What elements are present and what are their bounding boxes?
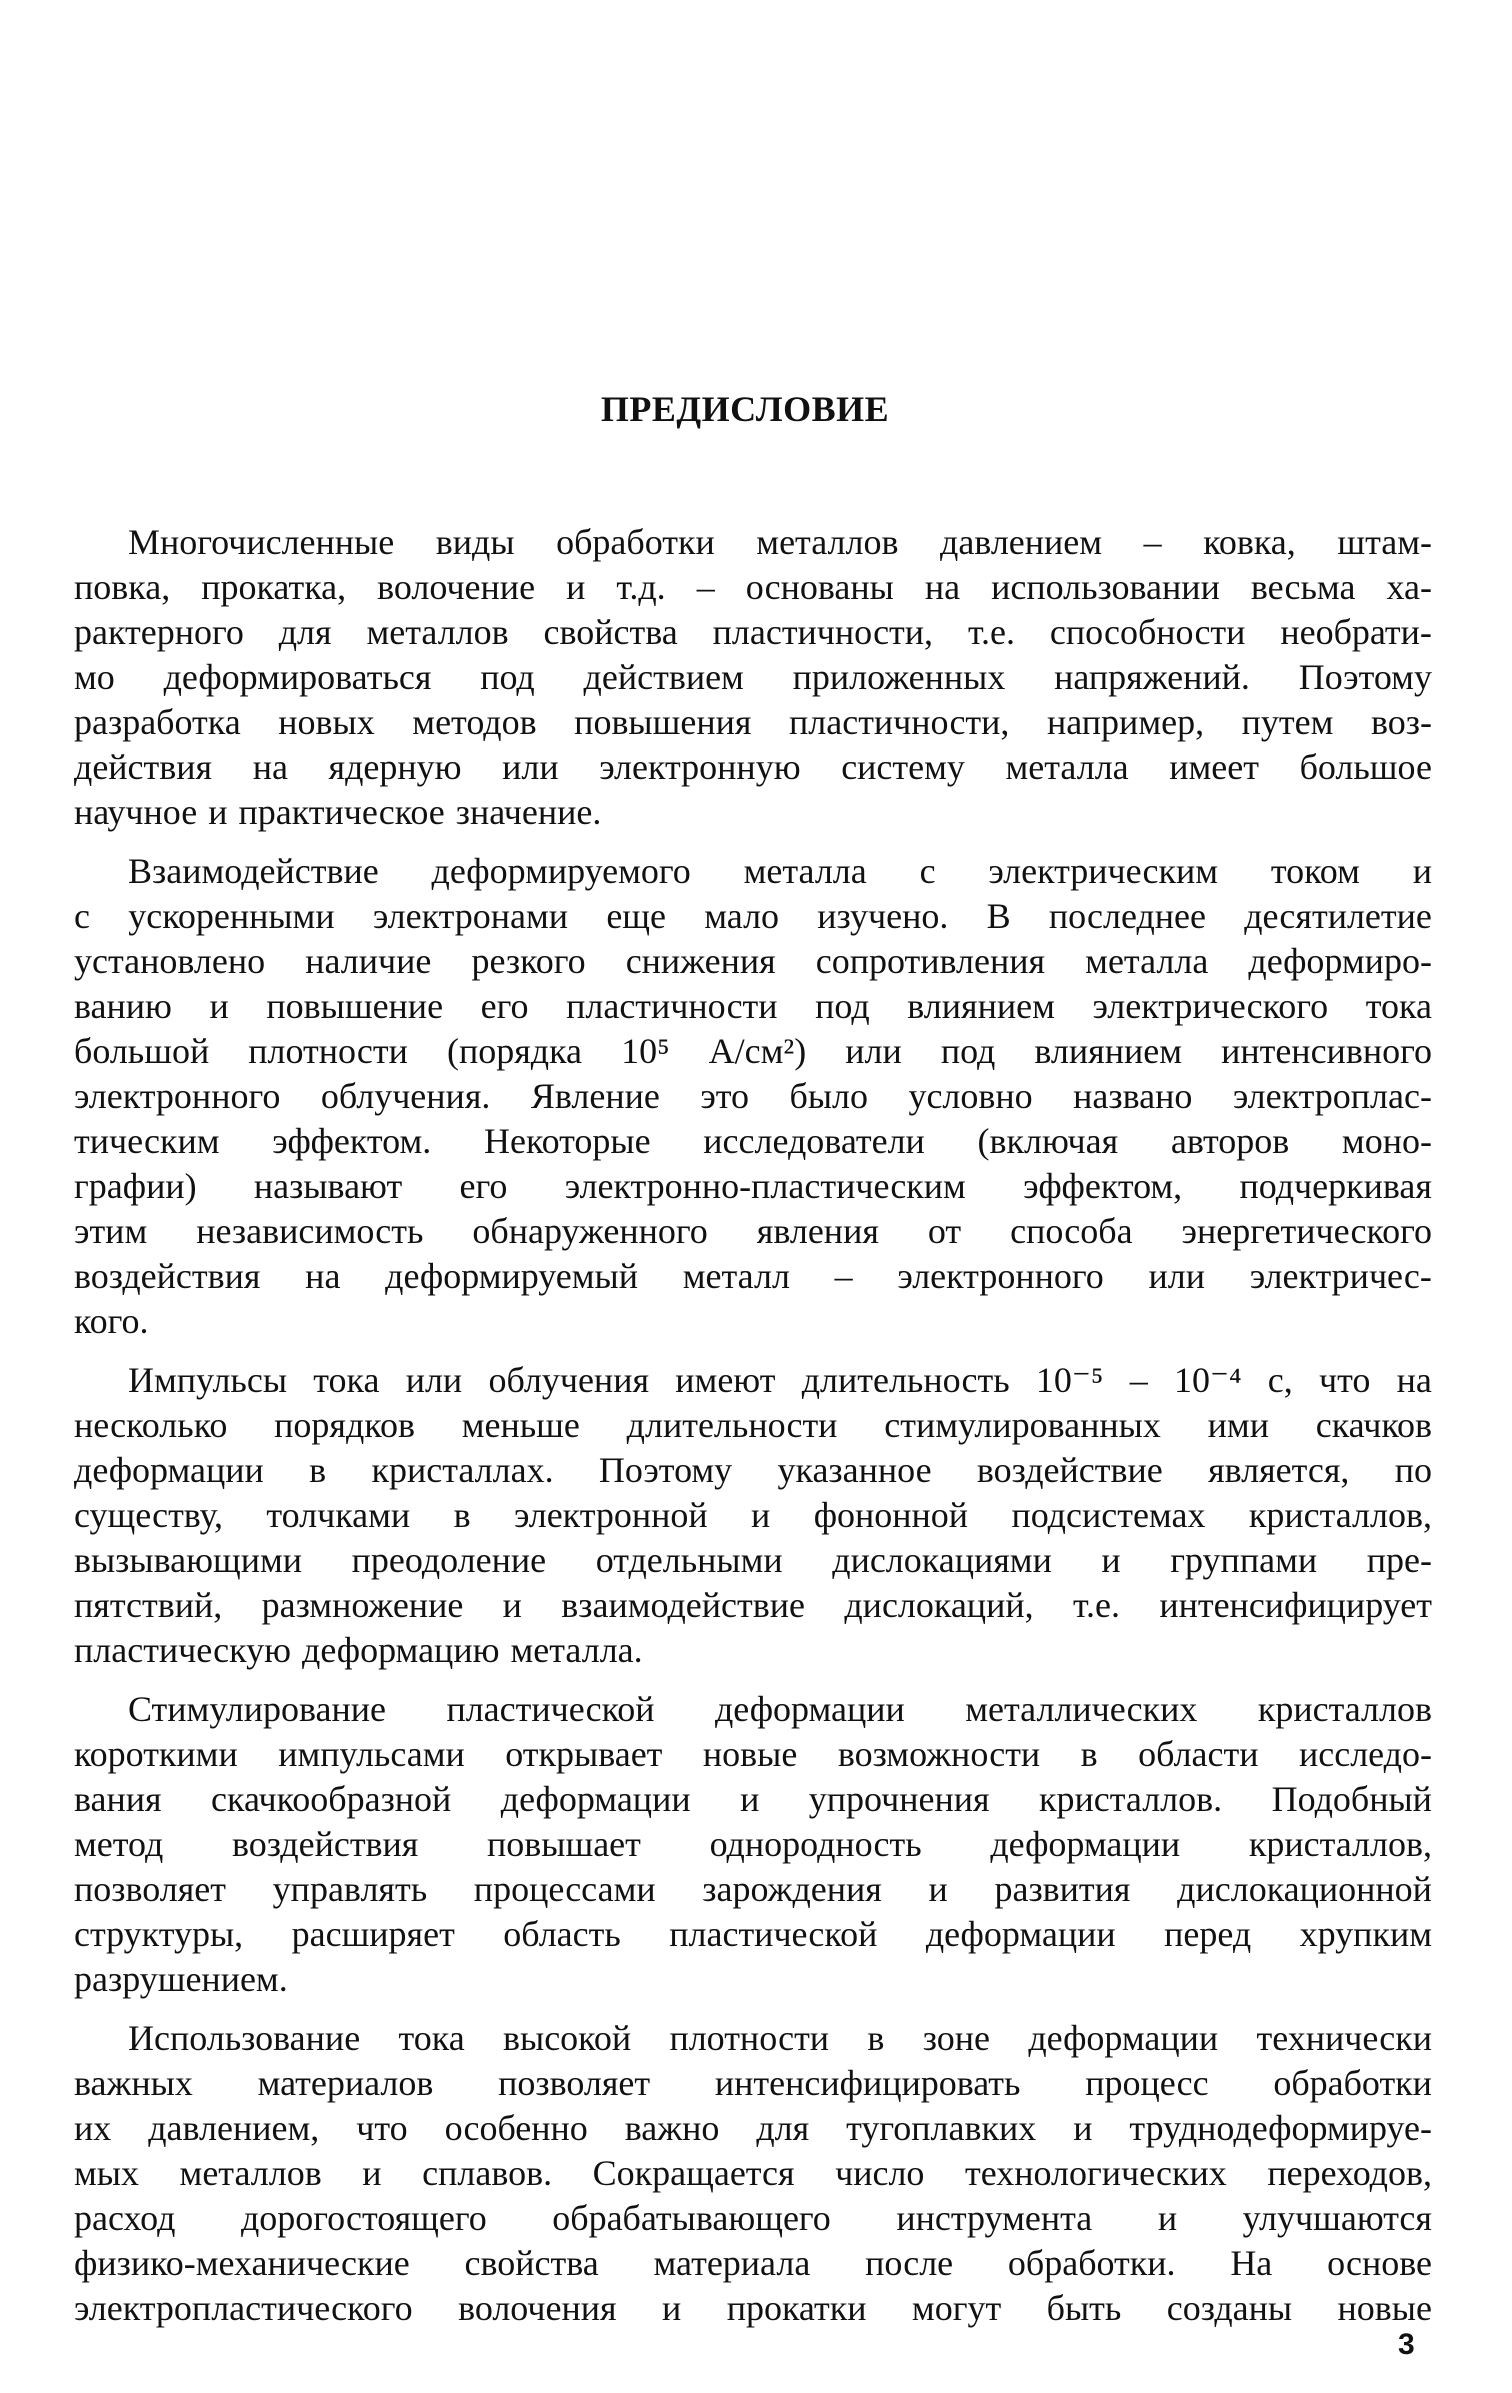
text-line: ванию и повышение его пластичности под влиянием электрического тока	[74, 986, 1432, 1026]
text-line: установлено наличие резкого снижения сопротивления металла деформиро-	[74, 941, 1432, 981]
text-line: этим независимость обнаруженного явления от способа энергетического	[74, 1211, 1432, 1251]
text-line: разрушением.	[74, 1959, 288, 1999]
text-line: структуры, расширяет область пластической деформации перед хрупким	[74, 1914, 1432, 1954]
text-line: Использование тока высокой плотности в зоне деформации технически	[128, 2018, 1432, 2058]
text-line: пластическую деформацию металла.	[74, 1630, 643, 1670]
text-line: вания скачкообразной деформации и упрочнения кристаллов. Подобный	[74, 1779, 1432, 1819]
paragraph	[74, 1687, 1432, 2002]
text-line: пятствий, размножение и взаимодействие дислокаций, т.е. интенсифицирует	[74, 1585, 1432, 1625]
text-line: с ускоренными электронами еще мало изучено. В последнее десятилетие	[74, 896, 1432, 936]
paragraph	[74, 2016, 1432, 2331]
text-line: мых металлов и сплавов. Сокращается число технологических переходов,	[74, 2153, 1432, 2193]
text-line: электропластического волочения и прокатки могут быть созданы новые	[74, 2288, 1432, 2328]
paragraph	[74, 520, 1432, 835]
text-line: несколько порядков меньше длительности стимулированных ими скачков	[74, 1405, 1432, 1445]
body-text	[74, 520, 1432, 2345]
text-line: электронного облучения. Явление это было условно названо электроплас-	[74, 1076, 1432, 1116]
text-line: метод воздействия повышает однородность деформации кристаллов,	[74, 1824, 1432, 1864]
page-title: ПРЕДИСЛОВИЕ	[600, 389, 890, 429]
text-line: воздействия на деформируемый металл – электронного или электричес-	[74, 1256, 1432, 1296]
text-line: действия на ядерную или электронную систему металла имеет большое	[74, 747, 1432, 787]
text-line: кого.	[74, 1301, 149, 1341]
text-line: научное и практическое значение.	[74, 792, 602, 832]
text-line: позволяет управлять процессами зарождения и развития дислокационной	[74, 1869, 1432, 1909]
text-line: существу, толчками в электронной и фононной подсистемах кристаллов,	[74, 1495, 1432, 1535]
text-line: вызывающими преодоление отдельными дислокациями и группами пре-	[74, 1540, 1432, 1580]
text-line: графии) называют его электронно-пластическим эффектом, подчеркивая	[74, 1166, 1432, 1206]
text-line: Взаимодействие деформируемого металла с электрическим током и	[128, 851, 1432, 891]
text-line: мо деформироваться под действием приложенных напряжений. Поэтому	[74, 657, 1432, 697]
text-line: их давлением, что особенно важно для тугоплавких и труднодеформируе-	[74, 2108, 1432, 2148]
text-line: разработка новых методов повышения пластичности, например, путем воз-	[74, 702, 1432, 742]
text-line: большой плотности (порядка 10⁵ А/см²) или под влиянием интенсивного	[74, 1031, 1432, 1071]
text-line: рактерного для металлов свойства пластичности, т.е. способности необрати-	[74, 612, 1432, 652]
paragraph	[74, 1358, 1432, 1673]
page-number: 3	[1398, 2328, 1415, 2361]
text-line: короткими импульсами открывает новые возможности в области исследо-	[74, 1734, 1432, 1774]
text-line: Стимулирование пластической деформации металлических кристаллов	[128, 1689, 1432, 1729]
text-line: деформации в кристаллах. Поэтому указанное воздействие является, по	[74, 1450, 1432, 1490]
text-line: повка, прокатка, волочение и т.д. – основаны на использовании весьма ха-	[74, 567, 1432, 607]
text-line: тическим эффектом. Некоторые исследователи (включая авторов моно-	[74, 1121, 1432, 1161]
text-line: расход дорогостоящего обрабатывающего инструмента и улучшаются	[74, 2198, 1432, 2238]
paragraph	[74, 849, 1432, 1344]
text-line: физико-механические свойства материала после обработки. На основе	[74, 2243, 1432, 2283]
text-line: Многочисленные виды обработки металлов давлением – ковка, штам-	[128, 522, 1432, 562]
text-line: Импульсы тока или облучения имеют длительность 10⁻⁵ – 10⁻⁴ с, что на	[128, 1360, 1432, 1400]
text-line: важных материалов позволяет интенсифицировать процесс обработки	[74, 2063, 1432, 2103]
